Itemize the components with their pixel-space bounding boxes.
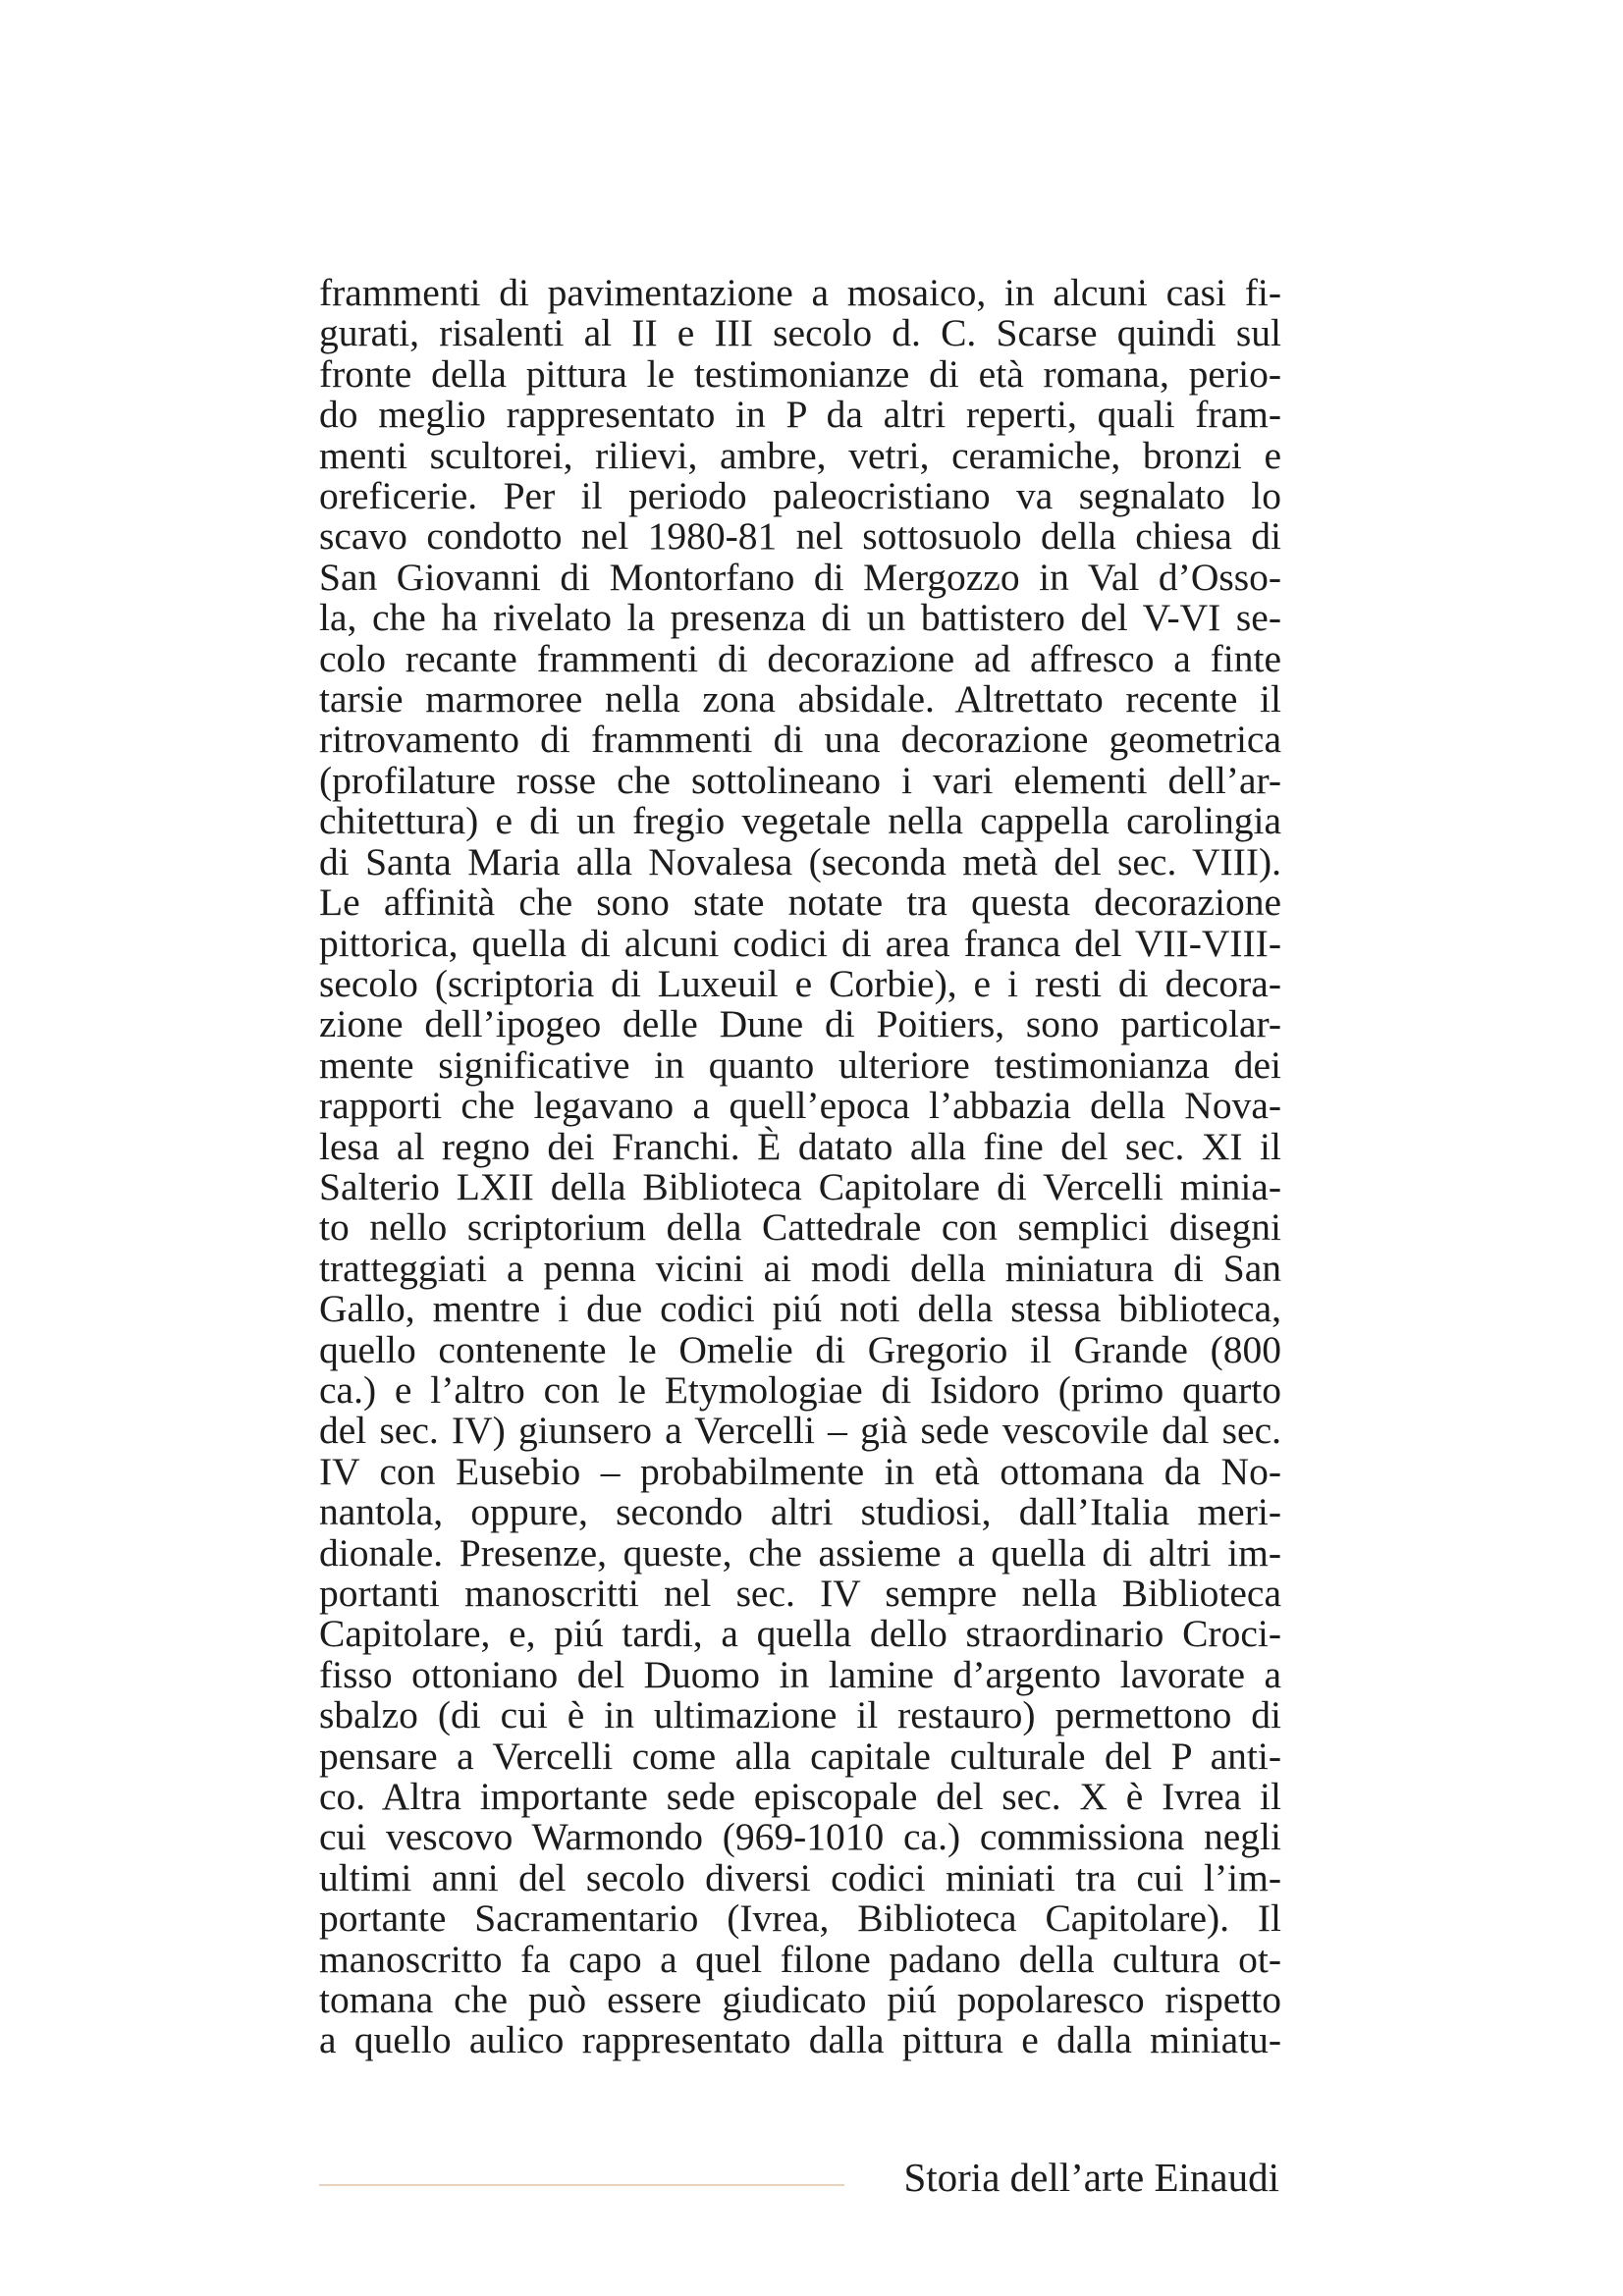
body-text xyxy=(319,273,1281,2061)
text-line-1: frammenti di pavimentazione a mosaico, in alcuni casi fi- xyxy=(319,271,1281,314)
text-line-19: zione dell’ipogeo delle Dune di Poitiers, sono particolar- xyxy=(319,1002,1281,1046)
text-line-41: portante Sacramentario (Ivrea, Biblioteca Capitolare). Il xyxy=(319,1896,1281,1941)
text-line-43: tomana che può essere giudicato piú popolaresco rispetto xyxy=(319,1978,1281,2022)
text-line-33: portanti manoscritti nel sec. IV sempre nella Biblioteca xyxy=(319,1572,1281,1615)
text-line-4: do meglio rappresentato in P da altri reperti, quali fram- xyxy=(319,393,1281,437)
text-line-28: ca.) e l’altro con le Etymologiae di Isidoro (primo quarto xyxy=(319,1367,1281,1412)
text-line-11: tarsie marmoree nella zona absidale. Altrettato recente il xyxy=(319,677,1281,721)
text-line-25: tratteggiati a penna vicini ai modi della miniatura di San xyxy=(319,1246,1281,1290)
text-line-40: ultimi anni del secolo diversi codici miniati tra cui l’im- xyxy=(319,1855,1281,1899)
text-line-8: San Giovanni di Montorfano di Mergozzo in Val d’Osso- xyxy=(319,555,1281,599)
text-line-26: Gallo, mentre i due codici piú noti della stessa biblioteca, xyxy=(319,1287,1281,1331)
text-line-7: scavo condotto nel 1980-81 nel sottosuolo della chiesa di xyxy=(319,514,1281,559)
text-line-13: (profilature rosse che sottolineano i vari elementi dell’ar- xyxy=(319,758,1281,802)
text-line-39: cui vescovo Warmondo (969-1010 ca.) commissiona negli xyxy=(319,1815,1281,1859)
text-line-37: pensare a Vercelli come alla capitale culturale del P anti- xyxy=(319,1734,1281,1778)
text-line-12: ritrovamento di frammenti di una decorazione geometrica xyxy=(319,718,1281,762)
text-line-10: colo recante frammenti di decorazione ad affresco a finte xyxy=(319,636,1281,680)
text-line-21: rapporti che legavano a quell’epoca l’abbazia della Nova- xyxy=(319,1084,1281,1128)
text-line-30: IV con Eusebio – probabilmente in età ottomana da No- xyxy=(319,1449,1281,1493)
footer-title: Storia dell’arte Einaudi xyxy=(903,2155,1279,2200)
text-line-23: Salterio LXII della Biblioteca Capitolare di Vercelli minia- xyxy=(319,1164,1281,1208)
text-line-20: mente significative in quanto ulteriore testimonianza dei xyxy=(319,1042,1281,1087)
text-line-32: dionale. Presenze, queste, che assieme a quella di altri im- xyxy=(319,1530,1281,1575)
text-line-34: Capitolare, e, piú tardi, a quella dello straordinario Croci- xyxy=(319,1612,1281,1656)
text-line-2: gurati, risalenti al II e III secolo d. C. Scarse quindi sul xyxy=(319,311,1281,355)
text-line-5: menti scultorei, rilievi, ambre, vetri, ceramiche, bronzi e xyxy=(319,433,1281,477)
text-line-24: to nello scriptorium della Cattedrale con semplici disegni xyxy=(319,1205,1281,1250)
text-line-36: sbalzo (di cui è in ultimazione il restauro) permettono di xyxy=(319,1693,1281,1737)
text-line-16: Le affinità che sono state notate tra questa decorazione xyxy=(319,881,1281,925)
footer-rule xyxy=(319,2184,844,2186)
text-line-44: a quello aulico rappresentato dalla pittura e dalla miniatu- xyxy=(319,2018,1281,2062)
text-line-6: oreficerie. Per il periodo paleocristiano va segnalato lo xyxy=(319,474,1281,518)
text-line-27: quello contenente le Omelie di Gregorio il Grande (800 xyxy=(319,1327,1281,1371)
text-line-3: fronte della pittura le testimonianze di età romana, perio- xyxy=(319,351,1281,396)
text-line-22: lesa al regno dei Franchi. È datato alla fine del sec. XI il xyxy=(319,1124,1281,1168)
text-line-14: chitettura) e di un fregio vegetale nella cappella carolingia xyxy=(319,799,1281,843)
text-line-15: di Santa Maria alla Novalesa (seconda metà del sec. VIII). xyxy=(319,839,1281,883)
text-line-35: fisso ottoniano del Duomo in lamine d’argento lavorate a xyxy=(319,1652,1281,1696)
text-line-9: la, che ha rivelato la presenza di un battistero del V-VI se- xyxy=(319,596,1281,640)
text-line-42: manoscritto fa capo a quel filone padano della cultura ot- xyxy=(319,1937,1281,1981)
text-line-29: del sec. IV) giunsero a Vercelli – già sede vescovile dal sec. xyxy=(319,1409,1281,1453)
text-line-31: nantola, oppure, secondo altri studiosi, dall’Italia meri- xyxy=(319,1490,1281,1534)
text-line-18: secolo (scriptoria di Luxeuil e Corbie), e i resti di decora- xyxy=(319,961,1281,1005)
text-line-38: co. Altra importante sede episcopale del sec. X è Ivrea il xyxy=(319,1775,1281,1819)
text-line-17: pittorica, quella di alcuni codici di area franca del VII-VIII- xyxy=(319,921,1281,965)
